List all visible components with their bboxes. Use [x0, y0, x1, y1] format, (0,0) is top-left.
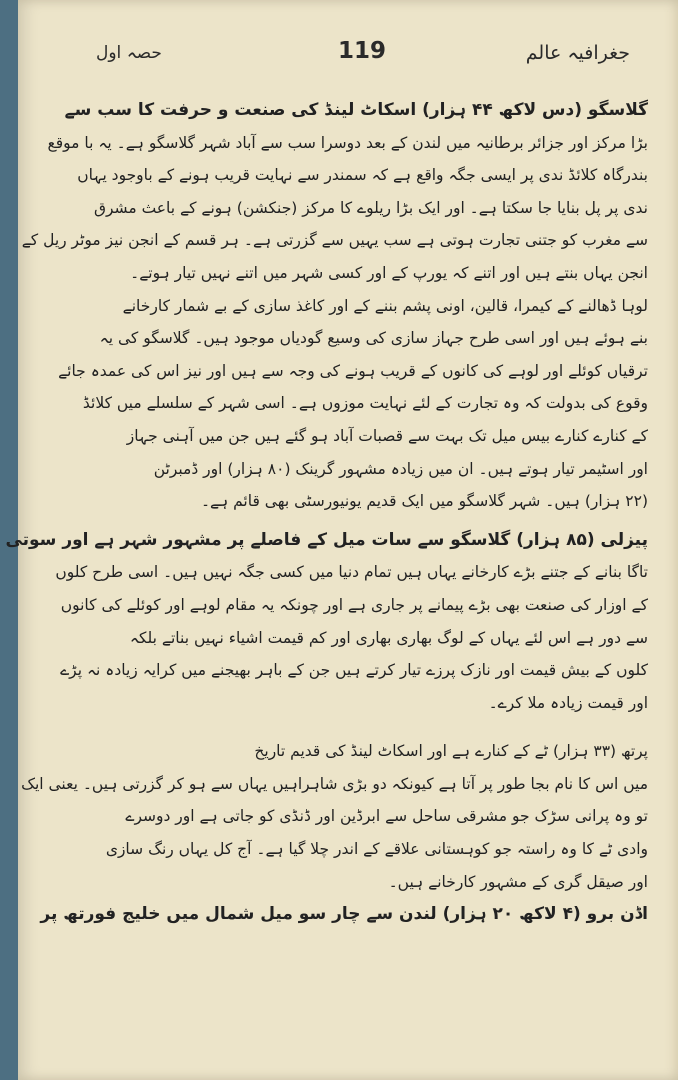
running-title-right: جغرافیہ عالم — [525, 42, 630, 64]
paragraph-glasgow — [21, 94, 648, 518]
running-title-left: حصہ اول — [96, 43, 162, 63]
text-line: اور اسٹیمر تیار ہوتے ہیں۔ ان میں زیادہ مشہور گرینک (۸۰ ہزار) اور ڈمبرٹن — [153, 459, 648, 478]
text-line: انجن یہاں بنتے ہیں اور اتنے کہ یورپ کے اور کسی شہر میں اتنے نہیں تیار ہوتے۔ — [130, 263, 648, 282]
text-line: وقوع کی بدولت کہ وہ تجارت کے لئے نہایت موزوں ہے۔ اسی شہر کے سلسلے میں کلائڈ — [82, 394, 648, 413]
paragraph-edinburgh — [40, 898, 648, 931]
text-line: اور صیقل گری کے مشہور کارخانے ہیں۔ — [388, 872, 648, 891]
text-line: ندی پر پل بنایا جا سکتا ہے۔ اور ایک بڑا ریلوے کا مرکز (جنکشن) ہونے کے باعث مشرق — [93, 198, 648, 217]
text-line: تاگا بنانے کے جتنے بڑے کارخانے یہاں ہیں تمام دنیا میں کسی جگہ نہیں ہیں۔ اسی طرح کلوں — [55, 563, 648, 582]
book-page — [5, 0, 678, 1080]
page-number: 119 — [338, 38, 387, 64]
text-line: (۲۲ ہزار) ہیں۔ شہر گلاسگو میں ایک قدیم یونیورسٹی بھی قائم ہے۔ — [200, 492, 648, 511]
text-line: اڈن برو (۴ لاکھ ۲۰ ہزار) لندن سے چار سو میل شمال میں خلیج فورتھ پر — [40, 904, 648, 925]
text-line: ترقیاں کوئلے اور لوہے کی کانوں کے قریب ہونے کی وجہ سے ہیں اور نیز اس کی عمدہ جائے — [58, 361, 648, 380]
text-line: سے مغرب کو جتنی تجارت ہوتی ہے سب یہیں سے گزرتی ہے۔ ہر قسم کے انجن نیز موٹر ریل کے — [21, 231, 648, 250]
text-line: بنے ہوئے ہیں اور اسی طرح جہاز سازی کی وسیع گودیاں موجود ہیں۔ گلاسگو کی یہ — [99, 329, 648, 348]
paragraph-perth — [21, 735, 648, 898]
text-line: وادی ٹے کا وہ راستہ جو کوہستانی علاقے کے اندر چلا گیا ہے۔ آج کل یہاں رنگ سازی — [105, 840, 648, 859]
page-header — [18, 38, 678, 82]
page-body — [5, 94, 648, 931]
paragraph-paisley — [5, 524, 648, 720]
text-line: بندرگاہ کلائڈ ندی پر ایسی جگہ واقع ہے کہ سمندر سے نہایت قریب ہونے کے باوجود یہاں — [77, 166, 648, 185]
text-line: تو وہ پرانی سڑک جو مشرقی ساحل سے ابرڈین اور ڈنڈی کو جاتی ہے اور دوسرے — [125, 807, 648, 826]
text-line: کلوں کے بیش قیمت اور نازک پرزے تیار کرتے ہیں جن کے باہر بھیجنے میں کرایہ زیادہ نہ پڑے — [60, 661, 648, 680]
text-line: کے اوزار کی صنعت بھی بڑے پیمانے پر جاری ہے اور چونکہ یہ مقام لوہے اور کوئلے کی کانوں — [60, 595, 648, 614]
text-line: لوہا ڈھالنے کے کیمرا، قالین، اونی پشم بننے کے اور کاغذ سازی کے بے شمار کارخانے — [122, 296, 648, 315]
text-line: اور قیمت زیادہ ملا کرے۔ — [488, 693, 648, 712]
text-line: پیزلی (۸۵ ہزار) گلاسگو سے سات میل کے فاصلے پر مشہور شہر ہے اور سوتی — [5, 529, 648, 550]
text-line: گلاسگو (دس لاکھ ۴۴ ہزار) اسکاٹ لینڈ کی صنعت و حرفت کا سب سے — [64, 100, 648, 120]
text-line: کے کنارے کنارے بیس میل تک بہت سے قصبات آباد ہو گئے ہیں جن میں آہنی جہاز — [126, 426, 648, 445]
text-line: پرتھ (۳۳ ہزار) ٹے کے کنارے ہے اور اسکاٹ لینڈ کی قدیم تاریخ — [254, 742, 648, 761]
text-line: سے دور ہے اس لئے یہاں کے لوگ بھاری بھاری اور کم قیمت اشیاء نہیں بناتے بلکہ — [129, 628, 648, 647]
text-line: میں اس کا نام بجا طور پر آتا ہے کیونکہ دو بڑی شاہراہیں یہاں سے ہو کر گزرتی ہیں۔ یعنی ایک — [21, 774, 648, 793]
text-line: بڑا مرکز اور جزائر برطانیہ میں لندن کے بعد دوسرا سب سے آباد شہر گلاسگو ہے۔ یہ با موقع — [47, 133, 648, 152]
